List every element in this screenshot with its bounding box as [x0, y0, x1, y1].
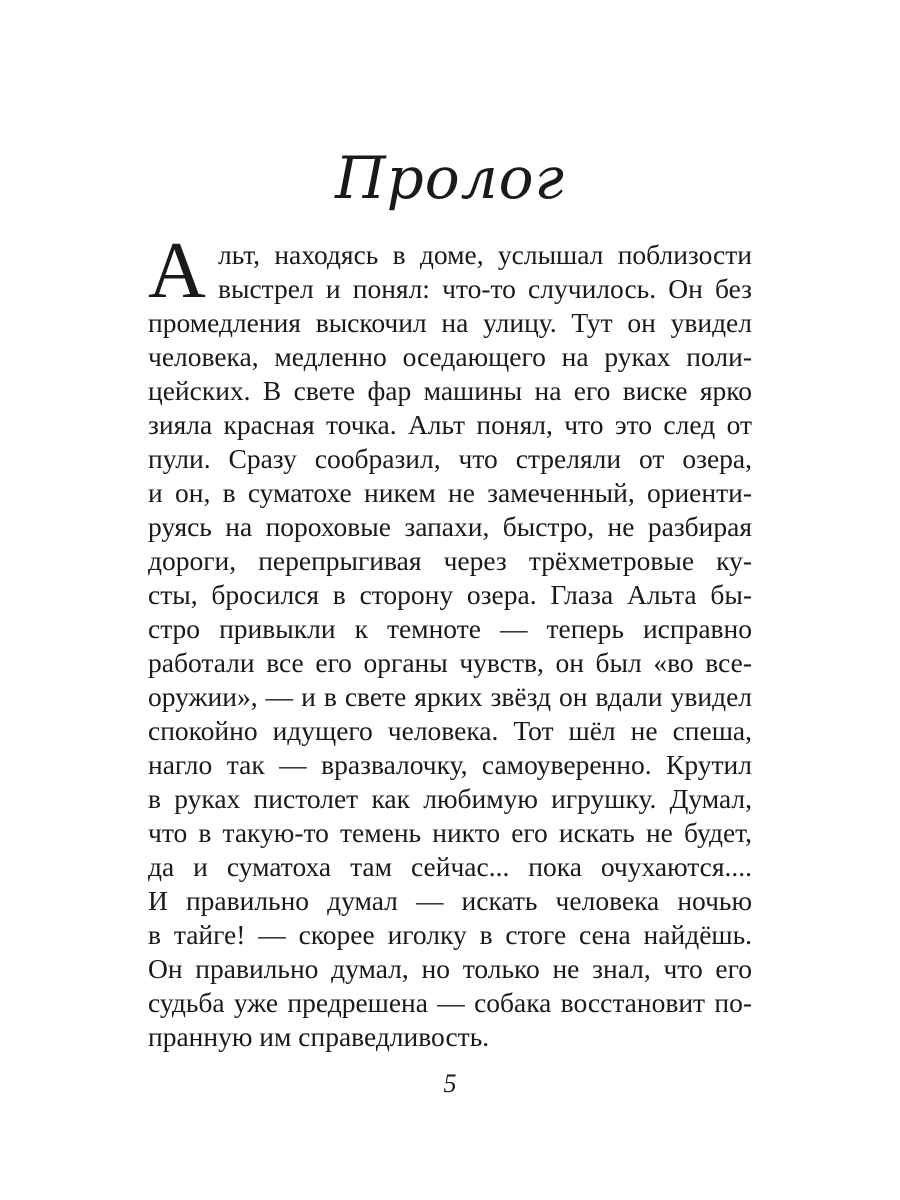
text-line: судьба уже предрешена — собака восстановит по-: [148, 987, 752, 1018]
text-line: в руках пистолет как любимую игрушку. Думал,: [148, 783, 752, 814]
text-line: цейских. В свете фар машины на его виске ярко: [148, 375, 752, 406]
text-line: льт, находясь в доме, услышал поблизости: [218, 239, 752, 270]
text-line: выстрел и понял: что-то случилось. Он без: [218, 273, 752, 304]
text-line: руясь на пороховые запахи, быстро, не разбирая: [148, 511, 752, 542]
text-line: Он правильно думал, но только не знал, что его: [148, 953, 752, 984]
text-line: пули. Сразу сообразил, что стреляли от озера,: [148, 443, 752, 474]
drop-cap: А: [148, 227, 206, 315]
chapter-title: Пролог: [335, 144, 565, 212]
text-line: зияла красная точка. Альт понял, что это след от: [148, 409, 752, 440]
text-line: человека, медленно оседающего на руках поли-: [148, 341, 752, 372]
text-line: пранную им справедливость.: [148, 1021, 490, 1052]
text-line: спокойно идущего человека. Тот шёл не спеша,: [148, 715, 752, 746]
text-line: что в такую-то темень никто его искать не будет,: [148, 817, 752, 848]
text-line: И правильно думал — искать человека ночью: [148, 885, 752, 916]
text-line: промедления выскочил на улицу. Тут он увидел: [148, 307, 752, 338]
text-line: сты, бросился в сторону озера. Глаза Альта бы-: [148, 579, 752, 610]
page-number: 5: [443, 1069, 457, 1098]
text-line: дороги, перепрыгивая через трёхметровые ку-: [148, 545, 752, 576]
text-line: нагло так — вразвалочку, самоуверенно. Крутил: [148, 749, 752, 780]
text-line: оружии», — и в свете ярких звёзд он вдали увидел: [148, 681, 752, 712]
body-text: [148, 227, 752, 1054]
text-line: в тайге! — скорее иголку в стоге сена найдёшь.: [148, 919, 752, 950]
text-line: работали все его органы чувств, он был «во все-: [148, 647, 752, 678]
text-line: и он, в суматохе никем не замеченный, ориенти-: [148, 477, 752, 508]
text-line: стро привыкли к темноте — теперь исправно: [148, 613, 752, 644]
text-line: да и суматоха там сейчас... пока очухаются....: [148, 851, 752, 882]
